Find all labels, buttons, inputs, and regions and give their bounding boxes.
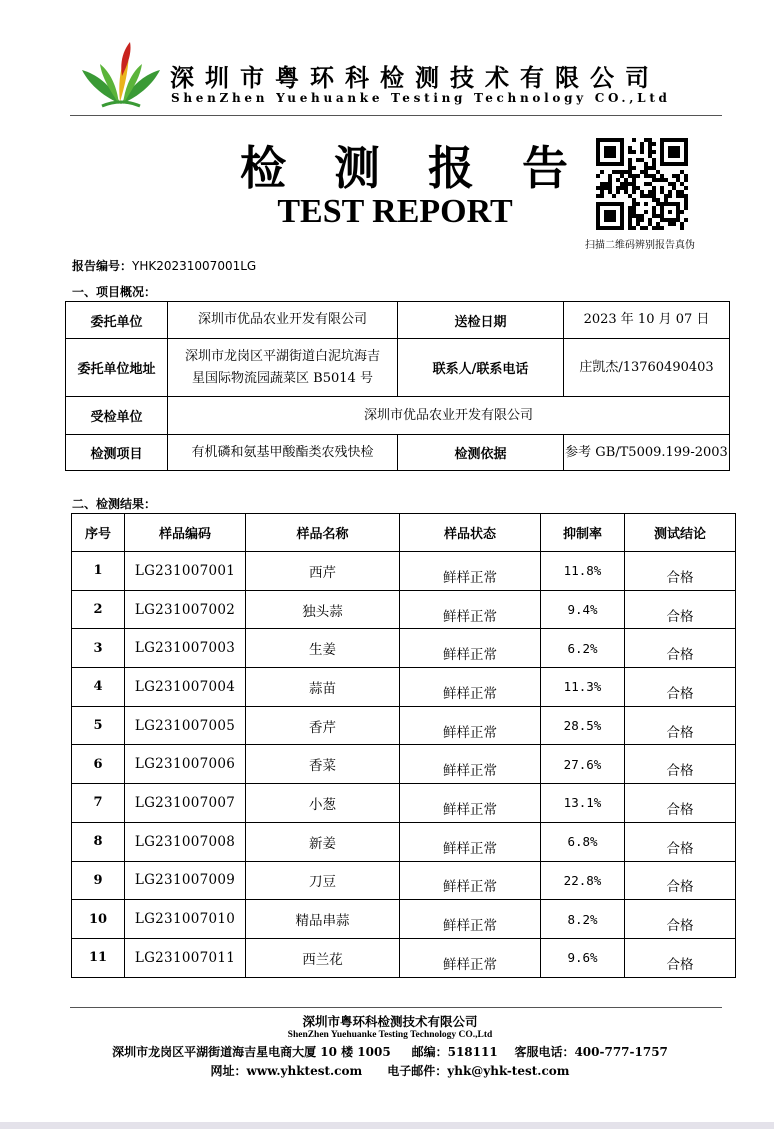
header-rate: 抑制率 (541, 514, 625, 552)
sample-code: LG231007007 (134, 794, 236, 811)
sample-code: LG231007006 (134, 756, 236, 773)
page-bottom-bar (0, 1122, 774, 1129)
table-row (66, 302, 730, 339)
report-number-value: YHK20231007001LG (132, 259, 257, 273)
sample-no-cell (72, 706, 125, 745)
header-no: 序号 (72, 514, 125, 552)
footer-address: 深圳市龙岗区平湖街道海吉星电商大厦 10 楼 1005 (112, 1045, 391, 1059)
sample-no-cell (72, 900, 125, 939)
test-conclusion-cell (625, 861, 736, 900)
inhibition-rate-cell (541, 938, 625, 977)
sample-code: LG231007004 (134, 678, 236, 695)
sample-no: 2 (93, 602, 103, 618)
report-title-cn: 检 测 报 告 (240, 141, 585, 195)
sample-name-cell (246, 784, 400, 823)
sample-state-cell (400, 861, 541, 900)
sample-name: 香菜 (309, 758, 336, 775)
inhibition-rate-cell (541, 629, 625, 668)
sample-name-cell (246, 590, 400, 629)
sample-no-cell (72, 784, 125, 823)
test-conclusion-cell (625, 706, 736, 745)
company-name-en: ShenZhen Yuehuanke Testing Technology CO.,Ltd (171, 91, 671, 105)
test-conclusion-cell (625, 938, 736, 977)
sample-name: 小葱 (309, 796, 336, 813)
inhibition-rate-cell (541, 900, 625, 939)
footer-postcode-label: 邮编： (411, 1045, 448, 1059)
inhibition-rate: 11.8% (563, 563, 602, 579)
sample-code-cell (125, 784, 246, 823)
test-conclusion-cell (625, 552, 736, 591)
sample-no: 4 (93, 679, 103, 695)
sample-state-cell (400, 552, 541, 591)
sample-code-cell (125, 900, 246, 939)
table-row (72, 629, 736, 668)
test-conclusion: 合格 (666, 608, 694, 625)
test-conclusion: 合格 (666, 801, 694, 818)
sample-no-cell (72, 552, 125, 591)
sample-no-cell (72, 745, 125, 784)
footer-web-label: 网址： (210, 1064, 247, 1078)
section-project-overview-title: 一、项目概况： (72, 285, 157, 299)
sample-state: 鲜样正常 (443, 724, 497, 741)
header-code: 样品编码 (125, 514, 246, 552)
table-row (72, 668, 736, 707)
table-row (72, 822, 736, 861)
inhibition-rate-cell (541, 861, 625, 900)
sample-code: LG231007011 (134, 949, 236, 966)
report-number-label: 报告编号： (72, 259, 133, 273)
sample-state-cell (400, 629, 541, 668)
sample-name: 生姜 (309, 642, 336, 659)
inhibition-rate: 9.6% (567, 950, 598, 966)
address-value (168, 339, 398, 397)
send-date-label: 送检日期 (398, 302, 564, 339)
sample-name-cell (246, 938, 400, 977)
table-row (66, 397, 730, 435)
test-conclusion-cell (625, 668, 736, 707)
footer-email-link[interactable]: yhk@yhk-test.com (447, 1064, 570, 1078)
test-conclusion-cell (625, 629, 736, 668)
sample-no: 3 (93, 640, 103, 656)
test-conclusion: 合格 (666, 724, 694, 741)
sample-state-cell (400, 745, 541, 784)
sample-state-cell (400, 822, 541, 861)
sample-no: 6 (93, 756, 103, 772)
sample-code: LG231007009 (134, 872, 236, 889)
footer-web-line (60, 1062, 720, 1079)
test-conclusion: 合格 (666, 685, 694, 702)
sample-name-cell (246, 822, 400, 861)
inhibition-rate: 22.8% (563, 872, 602, 888)
table-row (66, 435, 730, 471)
test-conclusion-cell (625, 745, 736, 784)
sample-code-cell (125, 745, 246, 784)
sample-no-cell (72, 590, 125, 629)
sample-no: 5 (93, 718, 103, 734)
header-divider (70, 115, 722, 116)
sample-code: LG231007010 (134, 911, 236, 928)
sample-name: 精品串蒜 (295, 913, 350, 930)
table-row (72, 900, 736, 939)
inhibition-rate-cell (541, 552, 625, 591)
sample-no: 9 (93, 872, 103, 888)
sample-code: LG231007001 (134, 562, 236, 579)
header-result: 测试结论 (625, 514, 736, 552)
address-label: 委托单位地址 (66, 339, 168, 397)
sample-no: 8 (93, 834, 103, 850)
test-basis-label: 检测依据 (398, 435, 564, 471)
table-row (66, 339, 730, 397)
test-conclusion-cell (625, 900, 736, 939)
address-line-2: 星国际物流园蔬菜区 B5014 号 (192, 370, 373, 386)
sample-no-cell (72, 668, 125, 707)
report-title-en: TEST REPORT (277, 193, 513, 230)
sample-name: 蒜苗 (309, 680, 336, 697)
sample-name-cell (246, 900, 400, 939)
test-item-value: 有机磷和氨基甲酸酯类农残快检 (168, 435, 398, 471)
inspected-unit-label: 受检单位 (66, 397, 168, 435)
inhibition-rate: 11.3% (563, 679, 602, 695)
inhibition-rate-cell (541, 668, 625, 707)
sample-code-cell (125, 822, 246, 861)
qr-code-icon[interactable] (596, 138, 688, 230)
sample-state-cell (400, 590, 541, 629)
sample-no-cell (72, 938, 125, 977)
test-conclusion-cell (625, 590, 736, 629)
inhibition-rate-cell (541, 745, 625, 784)
sample-no: 7 (93, 795, 103, 811)
sample-state-cell (400, 668, 541, 707)
sample-name-cell (246, 629, 400, 668)
leaf-sprout-logo-icon (80, 40, 162, 110)
sample-no: 11 (88, 950, 108, 966)
sample-name: 西兰花 (302, 951, 343, 968)
sample-code-cell (125, 668, 246, 707)
test-conclusion: 合格 (666, 956, 694, 973)
inhibition-rate: 9.4% (567, 602, 598, 618)
sample-state-cell (400, 900, 541, 939)
sample-state: 鲜样正常 (443, 840, 497, 857)
test-basis-value: 参考 GB/T5009.199-2003 (564, 435, 730, 471)
header-state: 样品状态 (400, 514, 541, 552)
sample-code-cell (125, 552, 246, 591)
sample-state: 鲜样正常 (443, 801, 497, 818)
table-row (72, 861, 736, 900)
footer-web-link[interactable]: www.yhktest.com (246, 1064, 363, 1078)
sample-name-cell (246, 552, 400, 591)
footer-company-cn: 深圳市粤环科检测技术有限公司 (302, 1014, 478, 1029)
sample-no-cell (72, 822, 125, 861)
sample-no-cell (72, 629, 125, 668)
report-number (72, 257, 256, 274)
sample-state: 鲜样正常 (443, 685, 497, 702)
inhibition-rate-cell (541, 822, 625, 861)
client-value: 深圳市优品农业开发有限公司 (168, 302, 398, 339)
sample-no: 10 (88, 911, 108, 927)
header-name: 样品名称 (246, 514, 400, 552)
inhibition-rate: 27.6% (563, 756, 602, 772)
inhibition-rate: 28.5% (563, 718, 602, 734)
sample-state-cell (400, 784, 541, 823)
sample-name: 刀豆 (309, 874, 336, 891)
footer-email-label: 电子邮件： (387, 1064, 448, 1078)
sample-name-cell (246, 745, 400, 784)
sample-state: 鲜样正常 (443, 763, 497, 780)
table-row (72, 938, 736, 977)
table-row (72, 784, 736, 823)
footer-postcode: 518111 (447, 1045, 498, 1059)
project-overview-table (65, 301, 730, 471)
inhibition-rate-cell (541, 706, 625, 745)
sample-no-cell (72, 861, 125, 900)
qr-caption: 扫描二维码辨别报告真伪 (585, 240, 695, 251)
inhibition-rate: 6.8% (567, 834, 598, 850)
table-header-row (72, 514, 736, 552)
sample-code: LG231007008 (134, 833, 236, 850)
contact-value: 庄凯杰/13760490403 (564, 339, 730, 397)
test-conclusion-cell (625, 822, 736, 861)
test-conclusion: 合格 (666, 647, 694, 664)
test-conclusion: 合格 (666, 918, 694, 935)
inhibition-rate: 6.2% (567, 640, 598, 656)
test-conclusion: 合格 (666, 569, 694, 586)
sample-state: 鲜样正常 (443, 918, 497, 935)
sample-no: 1 (93, 563, 103, 579)
sample-state: 鲜样正常 (443, 956, 497, 973)
inhibition-rate-cell (541, 590, 625, 629)
sample-code: LG231007003 (134, 640, 236, 657)
sample-state-cell (400, 938, 541, 977)
footer-phone-label: 客服电话： (514, 1045, 575, 1059)
inspected-unit-value: 深圳市优品农业开发有限公司 (168, 397, 730, 435)
footer-address-line (60, 1043, 720, 1060)
sample-code: LG231007005 (134, 717, 236, 734)
contact-label: 联系人/联系电话 (398, 339, 564, 397)
sample-code-cell (125, 629, 246, 668)
sample-name: 西芹 (309, 564, 336, 581)
sample-state-cell (400, 706, 541, 745)
sample-name: 香芹 (309, 719, 336, 736)
section-test-results-title: 二、检测结果： (72, 497, 157, 511)
test-conclusion: 合格 (666, 763, 694, 780)
sample-state: 鲜样正常 (443, 647, 497, 664)
sample-code-cell (125, 861, 246, 900)
test-conclusion: 合格 (666, 879, 694, 896)
client-label: 委托单位 (66, 302, 168, 339)
table-row (72, 745, 736, 784)
inhibition-rate-cell (541, 784, 625, 823)
sample-code-cell (125, 938, 246, 977)
test-item-label: 检测项目 (66, 435, 168, 471)
inhibition-rate: 8.2% (567, 911, 598, 927)
footer-phone: 400-777-1757 (574, 1045, 668, 1059)
sample-name-cell (246, 706, 400, 745)
sample-name-cell (246, 668, 400, 707)
table-row (72, 552, 736, 591)
sample-state: 鲜样正常 (443, 608, 497, 625)
footer-company-en: ShenZhen Yuehuanke Testing Technology CO.,Ltd (287, 1030, 493, 1040)
table-row (72, 590, 736, 629)
sample-code-cell (125, 706, 246, 745)
sample-state: 鲜样正常 (443, 879, 497, 896)
sample-state: 鲜样正常 (443, 569, 497, 586)
test-conclusion-cell (625, 784, 736, 823)
address-line-1: 深圳市龙岗区平湖街道白泥坑海吉 (184, 348, 380, 364)
sample-code: LG231007002 (134, 601, 236, 618)
inhibition-rate: 13.1% (563, 795, 602, 811)
sample-name: 独头蒜 (302, 603, 343, 620)
send-date-value: 2023 年 10 月 07 日 (564, 302, 730, 339)
footer-divider (70, 1007, 722, 1008)
company-name-cn: 深圳市粤环科检测技术有限公司 (170, 64, 660, 92)
table-row (72, 706, 736, 745)
sample-code-cell (125, 590, 246, 629)
sample-name: 新姜 (309, 835, 336, 852)
test-results-table (71, 513, 736, 978)
test-conclusion: 合格 (666, 840, 694, 857)
sample-name-cell (246, 861, 400, 900)
